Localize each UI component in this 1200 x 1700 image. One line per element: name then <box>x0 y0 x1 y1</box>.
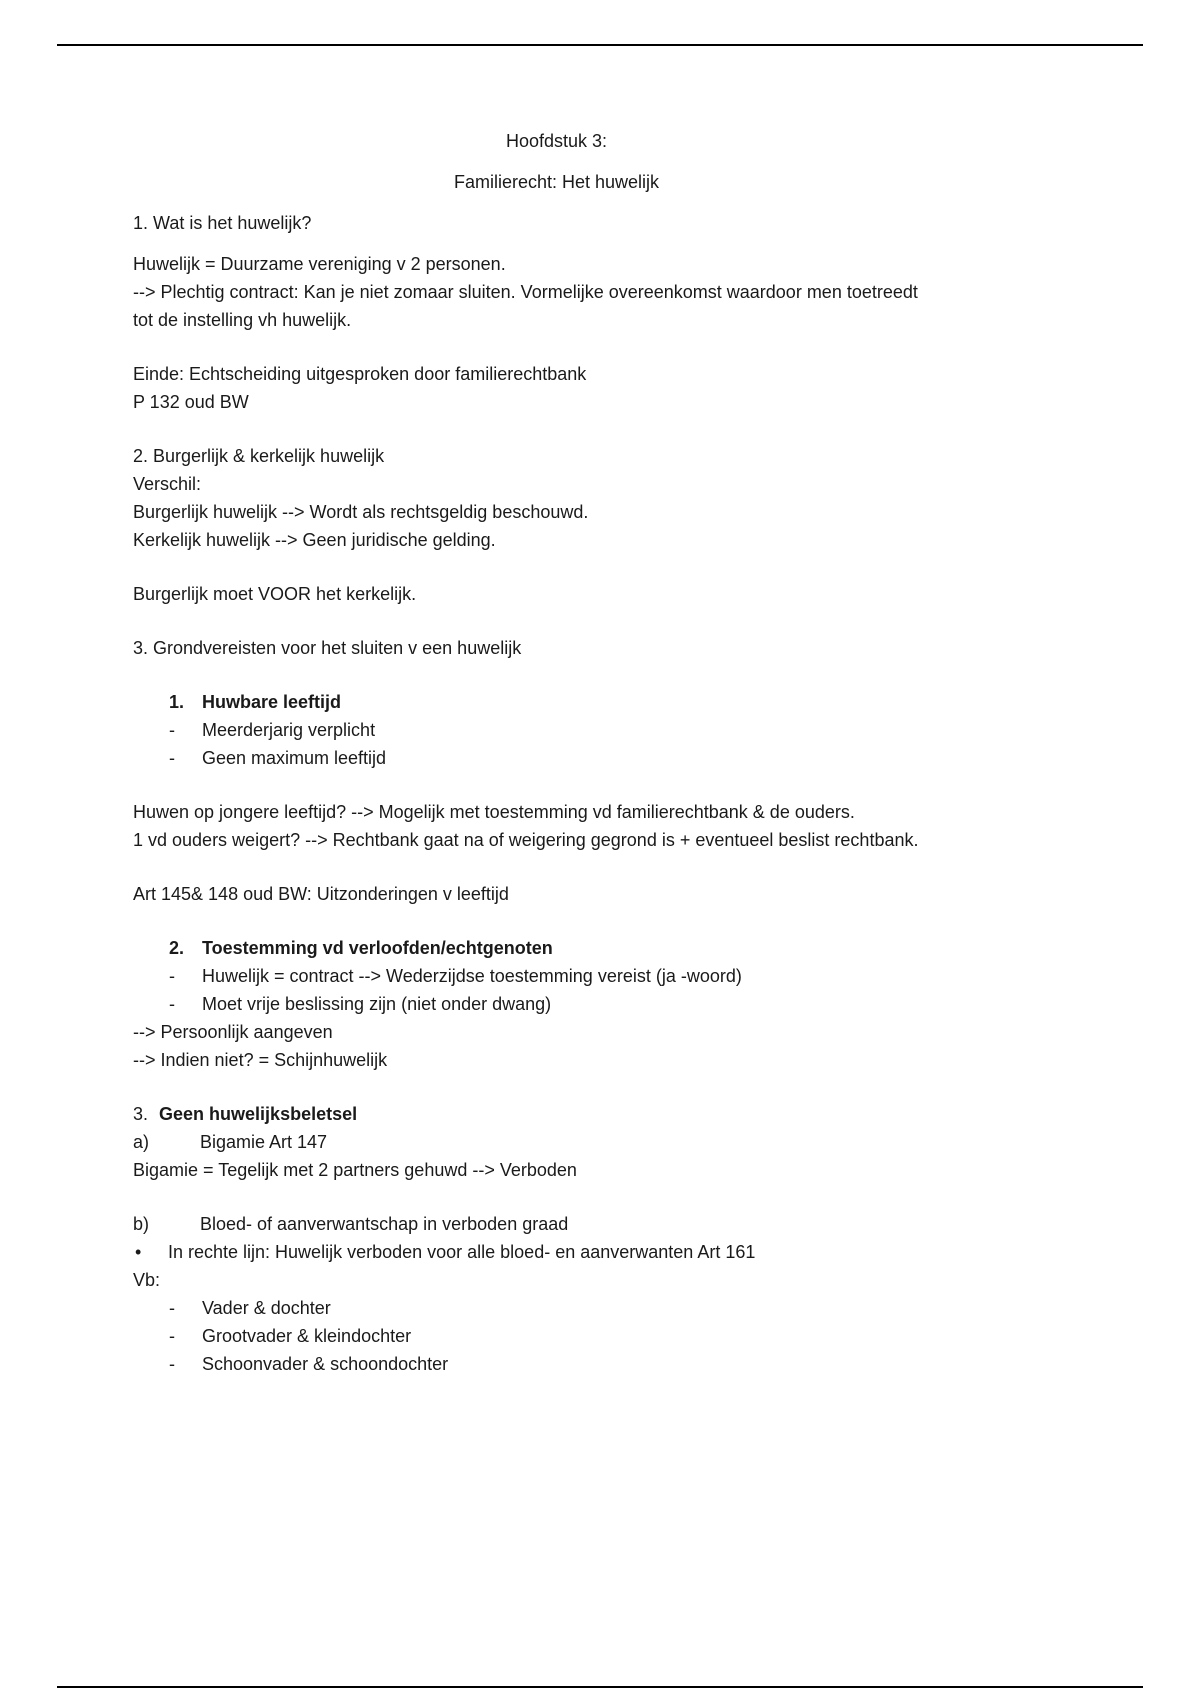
bullet-marker: • <box>135 1242 142 1262</box>
text-line: Einde: Echtscheiding uitgesproken door familierechtbank <box>133 364 587 384</box>
list-item-text: Grootvader & kleindochter <box>202 1326 412 1346</box>
dash-marker: - <box>169 748 175 768</box>
requirement-2-list <box>169 934 1083 1018</box>
paragraph-volgorde: Burgerlijk moet VOOR het kerkelijk. <box>133 584 417 604</box>
list-item <box>169 1350 1083 1378</box>
chapter-subtitle: Familierecht: Het huwelijk <box>453 172 660 192</box>
text-line: Bigamie = Tegelijk met 2 partners gehuwd --> Verboden <box>133 1160 577 1180</box>
text-line: --> Persoonlijk aangeven <box>133 1022 333 1042</box>
text-line: Huwen op jongere leeftijd? --> Mogelijk met toestemming vd familierechtbank & de ouders. <box>133 802 855 822</box>
paragraph-einde <box>133 360 1083 416</box>
requirement-2-title: Toestemming vd verloofden/echtgenoten <box>202 938 553 958</box>
dash-marker: - <box>169 1354 175 1374</box>
dash-marker: - <box>169 966 175 986</box>
requirement-3-title: Geen huwelijksbeletsel <box>159 1104 358 1124</box>
bottom-rule <box>57 1686 1143 1688</box>
item-b-marker: b) <box>133 1214 150 1234</box>
text-line: --> Plechtig contract: Kan je niet zomaar sluiten. Vormelijke overeenkomst waardoor men toetreedt <box>133 282 918 302</box>
requirement-1-title: Huwbare leeftijd <box>202 692 342 712</box>
list-item <box>169 716 1083 744</box>
text-line: 1 vd ouders weigert? --> Rechtbank gaat na of weigering gegrond is + eventueel beslist rechtbank. <box>133 830 919 850</box>
requirement-2-heading <box>169 934 1083 962</box>
dash-marker: - <box>169 720 175 740</box>
list-item <box>169 744 1083 772</box>
requirement-1-number: 1. <box>169 692 185 712</box>
text-line: Burgerlijk huwelijk --> Wordt als rechtsgeldig beschouwd. <box>133 502 589 522</box>
list-item <box>169 1294 1083 1322</box>
paragraph-jongere-leeftijd <box>133 798 1083 854</box>
requirement-1-heading <box>169 688 1083 716</box>
top-rule <box>57 44 1143 46</box>
item-b-text: Bloed- of aanverwantschap in verboden graad <box>200 1214 569 1234</box>
list-item-text: Schoonvader & schoondochter <box>202 1354 449 1374</box>
text-line: P 132 oud BW <box>133 392 249 412</box>
list-item-text: Vader & dochter <box>202 1298 331 1318</box>
section-2 <box>133 442 1083 554</box>
list-item <box>169 1322 1083 1350</box>
vb-label: Vb: <box>133 1270 161 1290</box>
paragraph-definition <box>133 250 1083 334</box>
requirement-2-block <box>133 934 1083 1074</box>
requirement-2-number: 2. <box>169 938 185 958</box>
section-1-heading: 1. Wat is het huwelijk? <box>133 213 312 233</box>
text-line: Verschil: <box>133 474 202 494</box>
sub-item-b <box>133 1210 1083 1238</box>
requirement-3-heading <box>133 1100 1083 1128</box>
item-a-text: Bigamie Art 147 <box>200 1132 328 1152</box>
list-item-text: Geen maximum leeftijd <box>202 748 387 768</box>
text-line: Kerkelijk huwelijk --> Geen juridische gelding. <box>133 530 496 550</box>
text-line: tot de instelling vh huwelijk. <box>133 310 352 330</box>
requirement-3-number: 3. <box>133 1104 149 1124</box>
document-content <box>133 127 1083 1378</box>
list-item <box>169 962 1083 990</box>
examples-list <box>169 1294 1083 1378</box>
list-item-text: Huwelijk = contract --> Wederzijdse toestemming vereist (ja -woord) <box>202 966 742 986</box>
requirement-1-block <box>169 688 1083 772</box>
section-3-heading: 3. Grondvereisten voor het sluiten v een huwelijk <box>133 638 522 658</box>
chapter-title: Hoofdstuk 3: <box>505 131 608 151</box>
bullet-text: In rechte lijn: Huwelijk verboden voor alle bloed- en aanverwanten Art 161 <box>168 1242 756 1262</box>
requirement-3-block <box>133 1100 1083 1184</box>
section-2-heading: 2. Burgerlijk & kerkelijk huwelijk <box>133 446 385 466</box>
dash-marker: - <box>169 1326 175 1346</box>
bullet-item <box>133 1238 1083 1266</box>
paragraph-uitzonderingen: Art 145& 148 oud BW: Uitzonderingen v leeftijd <box>133 884 509 904</box>
text-line: Huwelijk = Duurzame vereniging v 2 personen. <box>133 254 506 274</box>
dash-marker: - <box>169 994 175 1014</box>
list-item-text: Moet vrije beslissing zijn (niet onder dwang) <box>202 994 552 1014</box>
sub-item-b-block <box>133 1210 1083 1378</box>
dash-marker: - <box>169 1298 175 1318</box>
list-item-text: Meerderjarig verplicht <box>202 720 376 740</box>
item-a-marker: a) <box>133 1132 150 1152</box>
list-item <box>169 990 1083 1018</box>
sub-item-a <box>133 1128 1083 1156</box>
text-line: --> Indien niet? = Schijnhuwelijk <box>133 1050 388 1070</box>
